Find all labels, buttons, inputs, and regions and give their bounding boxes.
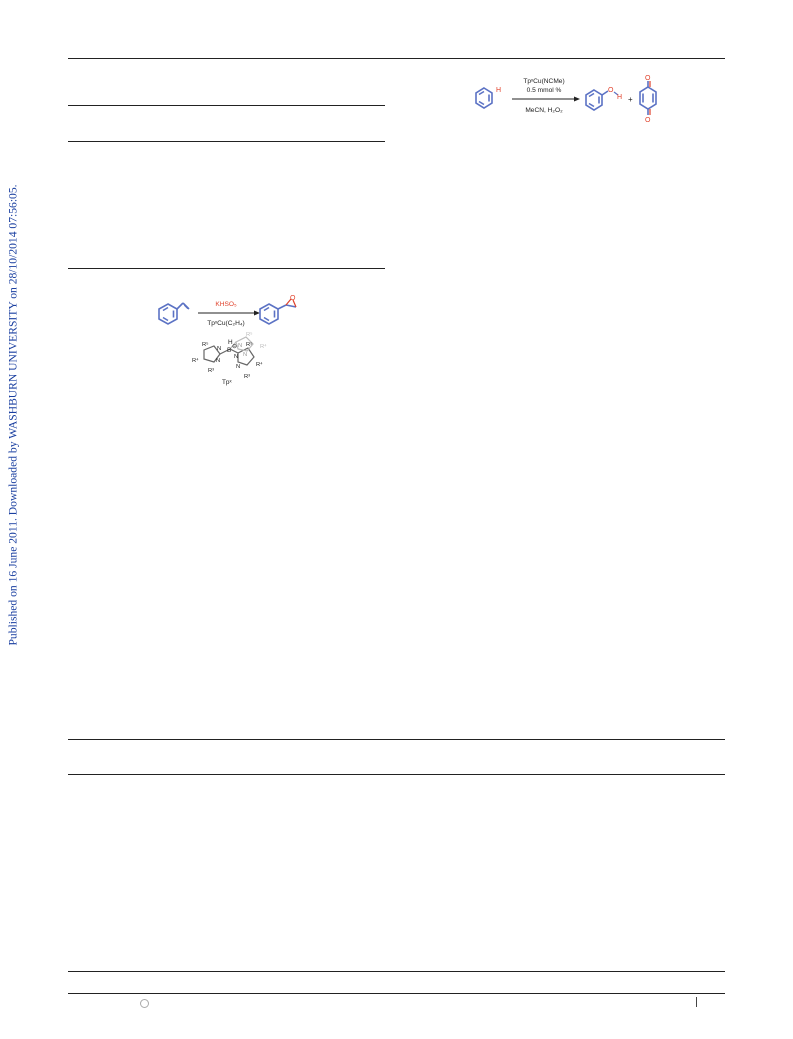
footer-rule (68, 993, 725, 994)
benzene-ring (476, 88, 492, 108)
ligand-r5-mid: R⁵ (246, 342, 253, 348)
styrene-structure (159, 303, 189, 324)
ligand-r4-left: R⁴ (192, 358, 199, 364)
publication-notice[interactable]: Published on 16 June 2011. Downloaded by WASHBURN UNIVERSITY on 28/10/2014 07:56:05. (6, 184, 20, 646)
ligand-n6: N (243, 352, 248, 358)
left-rule-1 (68, 105, 385, 106)
ligand-r5-left: R⁵ (202, 342, 209, 348)
footer-separator (696, 997, 697, 1007)
ligand-n1: N (217, 346, 222, 352)
oxidant-label: KHSO₅ (215, 301, 237, 308)
ligand-r5-back: R⁵ (246, 332, 253, 338)
epoxide-o-label: O (290, 295, 296, 302)
ligand-r3-left: R³ (208, 368, 215, 374)
ligand-r3-right: R³ (244, 374, 251, 380)
epoxide-catalyst-label: TpˣCu(C₂H₄) (207, 320, 245, 327)
wide-rule-1 (68, 739, 725, 740)
wide-rule-2 (68, 774, 725, 775)
ligand-name: Tpˣ (222, 379, 232, 386)
phenol-o-label: O (608, 87, 614, 94)
quinone-top-o: O (645, 75, 651, 82)
benzoquinone-ring (640, 81, 656, 115)
wide-rule-3 (68, 971, 725, 972)
ligand-n5: N (238, 343, 243, 349)
ligand-n2: N (216, 358, 221, 364)
ligand-charge: ⊖ (232, 344, 237, 350)
top-rule (68, 58, 725, 59)
catalyst-label: TpˣCu(NCMe) (523, 78, 565, 85)
footer-logo-mark (140, 999, 149, 1008)
phenol-scheme (460, 72, 680, 130)
ligand-r4-back: R⁴ (260, 344, 267, 350)
loading-label: 0.5 mmol % (526, 87, 562, 94)
left-rule-3 (68, 268, 385, 269)
ligand-h: H (228, 339, 233, 346)
ligand-n4: N (236, 364, 241, 370)
download-sidebar (0, 0, 26, 1039)
ligand-n3: N (234, 354, 239, 360)
phenol-ring (586, 90, 608, 110)
left-rule-2 (68, 141, 385, 142)
epoxidation-scheme (150, 290, 310, 402)
ligand-r4-right: R⁴ (256, 362, 263, 368)
conditions-label: MeCN, H₂O₂ (525, 107, 563, 114)
reactant-h-label: H (496, 87, 502, 94)
styrene-oxide-structure (260, 304, 296, 324)
phenol-h-label: H (617, 94, 623, 101)
plus-sign: + (628, 95, 633, 104)
quinone-bottom-o: O (645, 117, 651, 124)
ligand-boron: B (227, 347, 232, 354)
tpx-ligand (192, 331, 267, 386)
